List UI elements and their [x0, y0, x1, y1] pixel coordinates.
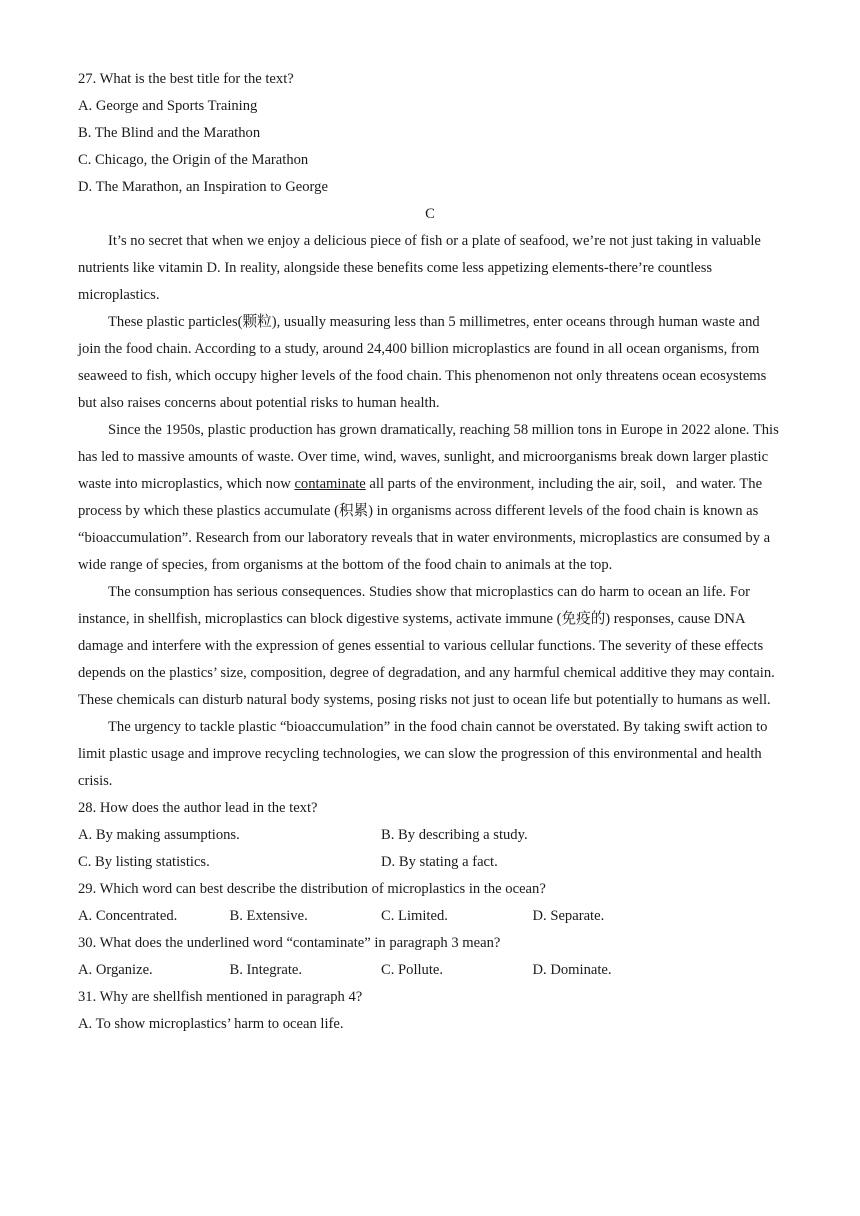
q30-option-d: D. Dominate. [532, 962, 612, 978]
q30-option-a: A. Organize. [78, 962, 153, 978]
q29-option-c: C. Limited. [381, 908, 448, 924]
q28-option-d: D. By stating a fact. [381, 854, 498, 870]
document-content [78, 66, 782, 1038]
q31-option-a: A. To show microplastics’ harm to ocean life. [78, 1016, 344, 1032]
passage-paragraph-3 [78, 417, 782, 579]
passage-paragraph-5: The urgency to tackle plastic “bioaccumulation” in the food chain cannot be overstated. By taking swift action to limit plastic usage and improve recycling technologies, we can slow the progression of this environmental and health crisis. [78, 719, 768, 789]
q27-option-b: B. The Blind and the Marathon [78, 125, 261, 141]
question-27: 27. What is the best title for the text? [78, 71, 294, 87]
q29-option-a: A. Concentrated. [78, 908, 178, 924]
p3-text-after: all parts of the environment, including the air, soil，and water. The process by which these plastics accumulate (积累) in organisms across different levels of the food chain is known as “bioaccumulation”. Research from our laboratory reveals that in water environments, microplastics are consumed by a wide range of species, from organisms at the bottom of the food chain to animals at the top. [78, 476, 771, 573]
q28-option-a: A. By making assumptions. [78, 827, 240, 843]
q30-option-c: C. Pollute. [381, 962, 444, 978]
q29-option-d: D. Separate. [532, 908, 605, 924]
question-29: 29. Which word can best describe the distribution of microplastics in the ocean? [78, 881, 546, 897]
q28-options-row-2 [78, 849, 782, 876]
q28-option-b: B. By describing a study. [381, 827, 528, 843]
q29-option-b: B. Extensive. [229, 908, 308, 924]
q30-options-row [78, 957, 782, 984]
q29-options-row [78, 903, 782, 930]
q27-option-d: D. The Marathon, an Inspiration to George [78, 179, 328, 195]
passage-paragraph-1: It’s no secret that when we enjoy a delicious piece of fish or a plate of seafood, we’re not just taking in valuable nutrients like vitamin D. In reality, alongside these benefits come less appetizing elements-there’re countless microplastics. [78, 233, 761, 303]
passage-paragraph-4: The consumption has serious consequences. Studies show that microplastics can do harm to ocean an life. For instance, in shellfish, microplastics can block digestive systems, activate immune (免疫的) responses, cause DNA damage and interfere with the expression of genes essential to various cellular functions. The severity of these effects depends on the plastics’ size, composition, degree of degradation, and any harmful chemical additive they may contain. These chemicals can disturb natural body systems, posing risks not just to ocean life but potentially to humans as well. [78, 584, 775, 708]
question-31: 31. Why are shellfish mentioned in paragraph 4? [78, 989, 363, 1005]
q27-option-c: C. Chicago, the Origin of the Marathon [78, 152, 309, 168]
q28-options-row-1 [78, 822, 782, 849]
passage-paragraph-2: These plastic particles(颗粒), usually measuring less than 5 millimetres, enter oceans through human waste and join the food chain. According to a study, around 24,400 billion microplastics are found in all ocean organisms, from seaweed to fish, which occupy higher levels of the food chain. This phenomenon not only threatens ocean ecosystems but also raises concerns about potential risks to human health. [78, 314, 767, 411]
underlined-word-contaminate: contaminate [294, 476, 366, 492]
p3-text-before: Since the 1950s, plastic production has grown dramatically, reaching 58 million tons in Europe in 2022 alone. This has led to massive amounts of waste. Over time, wind, waves, sunlight, and microorganisms break down larger plastic waste into microplastics, which now [78, 422, 779, 492]
question-28: 28. How does the author lead in the text? [78, 800, 318, 816]
section-letter: C [425, 206, 435, 222]
q30-option-b: B. Integrate. [229, 962, 303, 978]
q28-option-c: C. By listing statistics. [78, 854, 210, 870]
question-30: 30. What does the underlined word “contaminate” in paragraph 3 mean? [78, 935, 501, 951]
q27-option-a: A. George and Sports Training [78, 98, 258, 114]
